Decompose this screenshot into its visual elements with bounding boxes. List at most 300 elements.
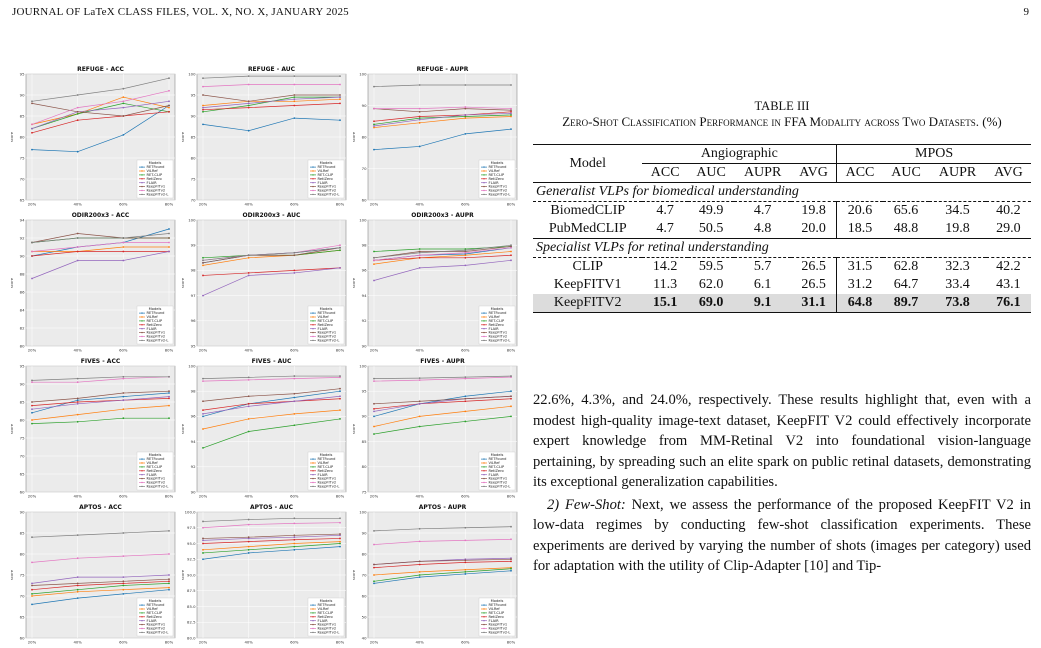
y-tick-label: 80 [19,417,25,423]
data-point [202,275,204,277]
data-point [293,117,295,119]
data-point [419,116,421,118]
data-point [122,237,124,239]
data-point [464,264,466,266]
y-axis-label: score [9,277,14,289]
legend-entry: ViLRef [317,315,329,320]
data-point [202,539,204,541]
data-point [339,546,341,548]
table-cell: 50.5 [698,221,724,236]
data-point [31,242,33,244]
data-point [31,536,33,538]
legend-entry: RET-CLIP [488,611,505,615]
y-tick-label: 100 [188,217,196,223]
data-point [293,100,295,102]
x-tick-label: 60% [290,639,299,645]
y-tick-label: 70 [19,453,25,459]
legend-marker [141,620,142,621]
data-point [510,405,512,407]
data-point [510,247,512,249]
data-point [202,416,204,418]
x-tick-label: 40% [73,493,82,499]
data-point [373,564,375,566]
legend-entry: FLAIR [317,180,328,185]
data-point [77,151,79,153]
data-point [168,100,170,102]
x-tick-label: 40% [73,201,82,207]
legend-marker [141,624,142,625]
data-point [168,587,170,589]
data-point [339,517,341,519]
few-shot-figure-grid [8,64,520,648]
y-tick-label: 70 [19,593,25,599]
data-point [248,272,250,274]
x-tick-label: 60% [119,201,128,207]
legend-marker [312,458,313,459]
data-point [339,84,341,86]
y-tick-label: 96 [361,267,367,273]
data-point [339,390,341,392]
col-header: ACC [642,164,687,183]
data-point [248,379,250,381]
y-tick-label: 98 [361,242,367,248]
data-point [202,77,204,79]
legend-marker [483,624,484,625]
data-point [202,94,204,96]
data-point [373,380,375,382]
table-cell: 19.8 [791,202,837,221]
y-tick-label: 90 [19,509,25,515]
legend-marker [312,604,313,605]
data-point [510,116,512,118]
line-chart [8,356,178,500]
table-row [533,294,1031,313]
y-tick-label: 92 [19,235,25,241]
legend-marker [312,620,313,621]
legend-marker [141,174,142,175]
legend-marker [141,320,142,321]
chart-panel [179,64,349,208]
legend-entry: RETFound [317,457,336,462]
y-tick-label: 98 [190,388,196,394]
data-point [248,395,250,397]
legend-marker [141,470,142,471]
legend-marker [141,632,142,633]
y-tick-label: 100 [359,363,367,369]
table-cell: 19.8 [945,221,970,236]
data-point [248,275,250,277]
data-point [202,413,204,415]
legend-entry: RetiZero [317,322,333,327]
data-point [419,146,421,148]
data-point [122,100,124,102]
data-point [77,94,79,96]
data-point [419,528,421,530]
data-point [248,75,250,77]
y-tick-label: 75 [19,572,25,578]
data-point [77,260,79,262]
data-point [464,539,466,541]
data-point [293,105,295,107]
legend-title: Models [490,307,504,312]
data-point [77,534,79,536]
data-point [77,421,79,423]
x-tick-label: 40% [415,493,424,499]
legend-entry: ViLRef [488,461,500,466]
data-point [31,585,33,587]
table-cell: 76.1 [986,294,1031,313]
legend-marker [483,324,484,325]
data-point [168,233,170,235]
data-point [122,115,124,117]
legend-entry: KeepFITv2-L [146,630,169,635]
paragraph-text: Next, we assess the performance of the proposed KeepFIT V2 in low-data regimes by conducting few-shot classification experiments. These experiments are derived by varying the number of shots (images per category) used for adaptation with the utility of Clip-Adapter [10] and Tip- [533,496,1031,574]
data-point [373,257,375,259]
y-axis-label: score [351,423,356,435]
y-tick-label: 80 [361,464,367,470]
legend-entry: KeepFITv2 [488,626,508,631]
running-header [12,6,1029,22]
data-point [248,418,250,420]
legend-entry: RET-CLIP [317,611,334,615]
legend [479,452,515,490]
y-tick-label: 75 [361,489,367,495]
table-cell: 64.8 [837,294,883,313]
x-tick-label: 60% [461,639,470,645]
chart-panel [8,64,178,208]
data-point [419,560,421,562]
data-point [168,237,170,239]
group-header-mpos: MPOS [837,145,1031,164]
data-point [464,410,466,412]
legend-entry: KeepFITv1 [317,184,337,189]
data-point [122,396,124,398]
data-point [419,248,421,250]
data-point [248,130,250,132]
legend-marker [483,462,484,463]
y-tick-label: 75 [19,155,25,161]
col-header: ACC [837,164,883,183]
data-point [510,568,512,570]
x-tick-label: 20% [27,201,37,207]
table-cell: 49.9 [688,202,734,221]
legend-entry: KeepFITv2 [146,334,166,339]
y-tick-label: 100 [188,363,196,369]
y-tick-label: 97.5 [187,525,196,531]
data-point [248,524,250,526]
table-cell: 62.8 [883,258,929,277]
data-point [202,262,204,264]
data-point [31,251,33,253]
data-point [202,111,204,113]
data-point [168,396,170,398]
legend-entry: FLAIR [488,618,499,623]
table-cell: 43.1 [996,277,1021,292]
model-name: CLIP [533,258,642,277]
data-point [31,419,33,421]
table-cell: 69.0 [688,294,734,313]
legend-entry: RetiZero [317,176,333,181]
legend-entry: RET-CLIP [146,611,163,615]
legend-title: Models [148,453,162,458]
x-tick-label: 60% [290,347,299,353]
data-point [419,564,421,566]
legend-entry: RET-CLIP [146,319,163,323]
legend-marker [312,612,313,613]
model-name: PubMedCLIP [548,221,627,236]
paragraph: 22.6%, 4.3%, and 24.0%, respectively. These results highlight that, even with a modest high-quality image-text dataset, KeepFIT V2 could effectively incorporate expert knowledge from MM-Retinal V2 into foundational vision-language pertaining, by spreading such an elite spark on public retinal datasets, demonstrating its exceptional generalization capabilities. [533,392,1031,490]
data-point [77,583,79,585]
x-tick-label: 20% [27,639,37,645]
y-axis-label: score [9,569,14,581]
legend-marker [141,462,142,463]
legend-marker [483,332,484,333]
chart-panel [179,356,349,500]
legend-entry: KeepFITv1 [488,476,508,481]
legend-entry: FLAIR [317,472,328,477]
data-point [510,112,512,114]
x-tick-label: 60% [290,201,299,207]
line-chart [350,356,520,500]
chart-title: FIVES - AUC [251,358,292,365]
data-point [373,416,375,418]
y-tick-label: 60 [19,489,25,495]
y-tick-label: 80 [361,551,367,557]
results-table [533,144,1031,313]
data-point [419,416,421,418]
data-point [202,558,204,560]
data-point [77,381,79,383]
legend-marker [483,312,484,313]
data-point [248,431,250,433]
data-point [419,252,421,254]
line-chart [179,356,349,500]
legend [479,306,515,344]
data-point [373,583,375,585]
y-tick-label: 75 [19,435,25,441]
data-point [168,246,170,248]
data-point [202,259,204,261]
data-point [464,527,466,529]
legend-marker [141,312,142,313]
legend-entry: KeepFITv2 [146,626,166,631]
legend-marker [141,612,142,613]
legend-marker [312,182,313,183]
legend-marker [483,612,484,613]
legend-marker [312,616,313,617]
legend-entry: KeepFITv2-L [488,484,511,489]
model-header: Model [533,145,642,183]
data-point [168,107,170,109]
data-point [464,106,466,108]
data-point [168,111,170,113]
legend-marker [483,320,484,321]
legend-marker [141,170,142,171]
table-cell: 40.2 [986,202,1031,221]
y-tick-label: 99 [190,242,196,248]
legend-entry: FLAIR [146,180,157,185]
data-point [373,280,375,282]
y-tick-label: 65 [19,471,25,477]
legend-entry: RET-CLIP [317,465,334,469]
y-tick-label: 80.0 [187,635,196,641]
legend-entry: RETFound [146,603,165,608]
data-point [202,409,204,411]
data-point [77,414,79,416]
table-cell: 42.2 [986,258,1031,277]
legend [308,306,344,344]
legend-entry: KeepFITv1 [488,330,508,335]
legend-marker [483,340,484,341]
data-point [293,522,295,524]
col-header: AUPR [734,164,791,183]
legend-entry: KeepFITv2 [317,188,337,193]
data-point [339,543,341,545]
x-tick-label: 20% [198,201,208,207]
legend-marker [483,458,484,459]
y-tick-label: 85.0 [187,603,196,609]
legend-entry: RetiZero [317,614,333,619]
table-cell: 33.4 [945,277,970,292]
data-point [419,119,421,121]
data-point [339,522,341,524]
x-tick-label: 60% [119,639,128,645]
data-point [339,398,341,400]
legend-marker [141,332,142,333]
data-point [248,84,250,86]
legend-marker [312,328,313,329]
table-cell: 34.5 [929,202,986,221]
chart-panel [350,356,520,500]
y-tick-label: 65 [19,197,25,203]
data-point [419,257,421,259]
data-point [339,94,341,96]
legend-marker [312,336,313,337]
data-point [77,107,79,109]
data-point [168,390,170,392]
legend-entry: RETFound [146,311,165,316]
data-point [77,401,79,403]
data-point [31,412,33,414]
data-point [202,527,204,529]
col-header: AUC [883,164,929,183]
chart-panel [8,210,178,354]
line-chart [350,502,520,646]
journal-header: JOURNAL OF LaTeX CLASS FILES, VOL. X, NO. X, JANUARY 2025 [12,6,349,18]
y-tick-label: 90 [19,381,25,387]
y-tick-label: 94 [361,292,367,298]
data-point [464,108,466,110]
legend-entry: KeepFITv2-L [146,192,169,197]
data-point [31,132,33,134]
legend-marker [483,616,484,617]
data-point [293,400,295,402]
legend-entry: KeepFITv2-L [317,630,340,635]
data-point [373,263,375,265]
data-point [248,519,250,521]
x-tick-label: 60% [461,493,470,499]
y-tick-label: 90 [361,102,367,108]
data-point [464,117,466,119]
table-cell: 11.3 [653,277,678,292]
data-point [122,580,124,582]
data-point [373,127,375,129]
data-point [510,375,512,377]
x-tick-label: 60% [461,201,470,207]
table-cell: 89.7 [883,294,929,313]
data-point [202,378,204,380]
chart-panel [179,210,349,354]
legend-marker [312,166,313,167]
legend [479,160,515,198]
legend-title: Models [148,161,162,166]
legend-entry: KeepFITv1 [146,184,166,189]
data-point [31,401,33,403]
data-point [373,408,375,410]
y-tick-label: 97 [190,292,196,298]
data-point [293,549,295,551]
data-point [248,105,250,107]
data-point [339,75,341,77]
legend-entry: KeepFITv2 [146,480,166,485]
data-point [464,133,466,135]
y-tick-label: 90.0 [187,572,196,578]
data-point [168,583,170,585]
data-point [122,134,124,136]
legend-marker [141,178,142,179]
legend-marker [312,332,313,333]
y-tick-label: 60 [361,593,367,599]
data-point [122,532,124,534]
data-point [464,84,466,86]
legend [137,306,173,344]
data-point [419,541,421,543]
data-point [168,574,170,576]
data-point [510,114,512,116]
legend-entry: FLAIR [146,618,157,623]
legend-marker [312,186,313,187]
data-point [31,103,33,105]
x-tick-label: 20% [198,639,208,645]
y-tick-label: 70 [190,197,196,203]
x-tick-label: 20% [369,347,379,353]
legend-entry: KeepFITv2-L [317,484,340,489]
page-number: 9 [1023,6,1029,18]
table-row [533,276,1031,294]
y-axis-label: score [180,131,185,143]
data-point [248,549,250,551]
data-point [31,381,33,383]
data-point [31,128,33,130]
legend-entry: KeepFITv2-L [488,192,511,197]
y-axis-label: score [351,131,356,143]
legend-marker [483,632,484,633]
legend-title: Models [319,307,333,312]
y-axis-label: score [351,277,356,289]
data-point [293,252,295,254]
legend-entry: FLAIR [146,472,157,477]
data-point [202,552,204,554]
data-point [248,403,250,405]
data-point [373,580,375,582]
data-point [339,247,341,249]
data-point [168,392,170,394]
legend-title: Models [319,453,333,458]
legend-marker [141,628,142,629]
legend-marker [141,486,142,487]
legend-entry: RETFound [488,603,507,608]
data-point [339,541,341,543]
